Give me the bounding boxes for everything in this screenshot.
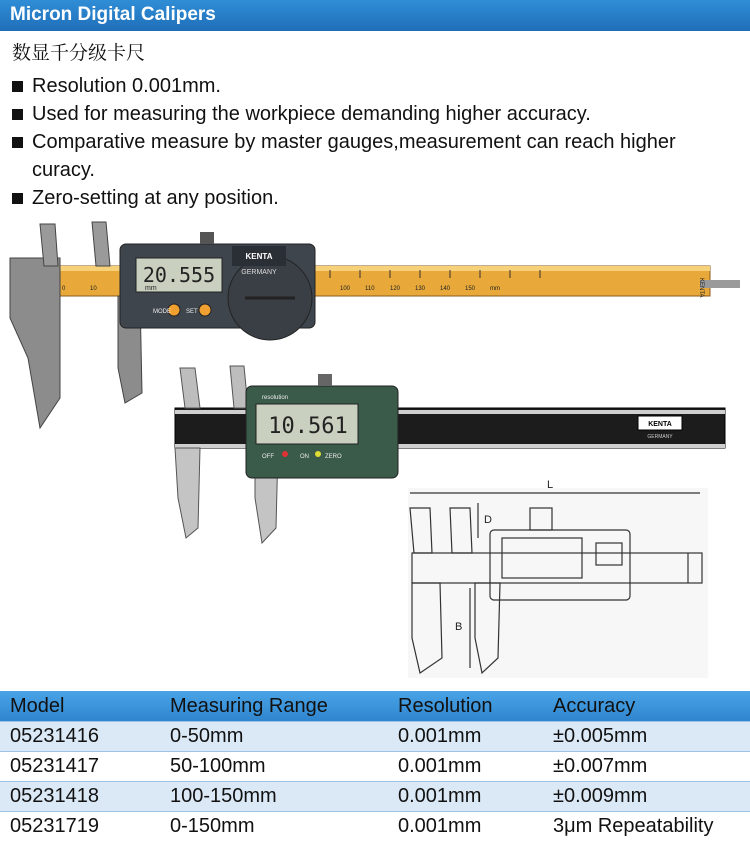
svg-text:mm: mm — [145, 285, 157, 292]
col-range: Measuring Range — [160, 691, 388, 722]
table-row: 05231417 50-100mm 0.001mm ±0.007mm — [0, 752, 750, 782]
bullet-square-icon — [12, 193, 23, 204]
dimension-diagram — [408, 488, 708, 678]
caliper1-brand: KENTA — [245, 252, 273, 261]
bullet-square-icon — [12, 81, 23, 92]
feature-list — [12, 72, 742, 212]
feature-item: Zero-setting at any position. — [12, 184, 742, 212]
col-resolution: Resolution — [388, 691, 543, 722]
set-button — [199, 304, 211, 316]
svg-text:SET: SET — [186, 309, 198, 315]
label-L: L — [546, 479, 554, 491]
caliper1-display: 20.555 — [142, 263, 216, 287]
caliper2-display: 10.561 — [268, 414, 348, 439]
svg-text:0: 0 — [62, 286, 66, 292]
svg-text:OFF: OFF — [262, 454, 274, 460]
label-D: D — [484, 514, 492, 526]
svg-text:GERMANY: GERMANY — [241, 269, 277, 276]
table-row: 05231418 100-150mm 0.001mm ±0.009mm — [0, 782, 750, 812]
feature-item: Comparative measure by master gauges,measurement can reach higher curacy. — [12, 128, 742, 184]
bullet-square-icon — [12, 137, 23, 148]
col-accuracy: Accuracy — [543, 691, 750, 722]
svg-text:KENTA: KENTA — [648, 421, 672, 428]
spec-table — [0, 691, 750, 841]
feature-item: Used for measuring the workpiece demanding higher accuracy. — [12, 100, 742, 128]
svg-text:ZERO: ZERO — [325, 454, 342, 460]
svg-text:MODE: MODE — [153, 309, 171, 315]
product-figure — [0, 218, 750, 688]
label-B: B — [455, 621, 463, 633]
svg-text:KENTA: KENTA — [698, 278, 704, 298]
svg-text:ON: ON — [300, 454, 309, 460]
svg-text:10: 10 — [90, 286, 97, 292]
svg-text:resolution: resolution — [262, 395, 289, 401]
table-header-row — [0, 691, 750, 722]
feature-item: Resolution 0.001mm. — [12, 72, 742, 100]
page-title: Micron Digital Calipers — [10, 4, 216, 25]
svg-text:mm: mm — [490, 286, 500, 292]
svg-text:140: 140 — [440, 286, 451, 292]
svg-text:GERMANY: GERMANY — [647, 434, 673, 440]
svg-text:150: 150 — [465, 286, 476, 292]
table-row: 05231719 0-150mm 0.001mm 3μm Repeatability — [0, 812, 750, 842]
svg-text:120: 120 — [390, 286, 401, 292]
table-row: 05231416 0-50mm 0.001mm ±0.005mm — [0, 722, 750, 752]
title-bar — [0, 0, 750, 31]
col-model: Model — [0, 691, 160, 722]
bullet-square-icon — [12, 109, 23, 120]
svg-text:130: 130 — [415, 286, 426, 292]
svg-text:100: 100 — [340, 286, 351, 292]
chinese-subtitle: 数显千分级卡尺 — [12, 42, 146, 64]
svg-text:110: 110 — [365, 286, 375, 292]
